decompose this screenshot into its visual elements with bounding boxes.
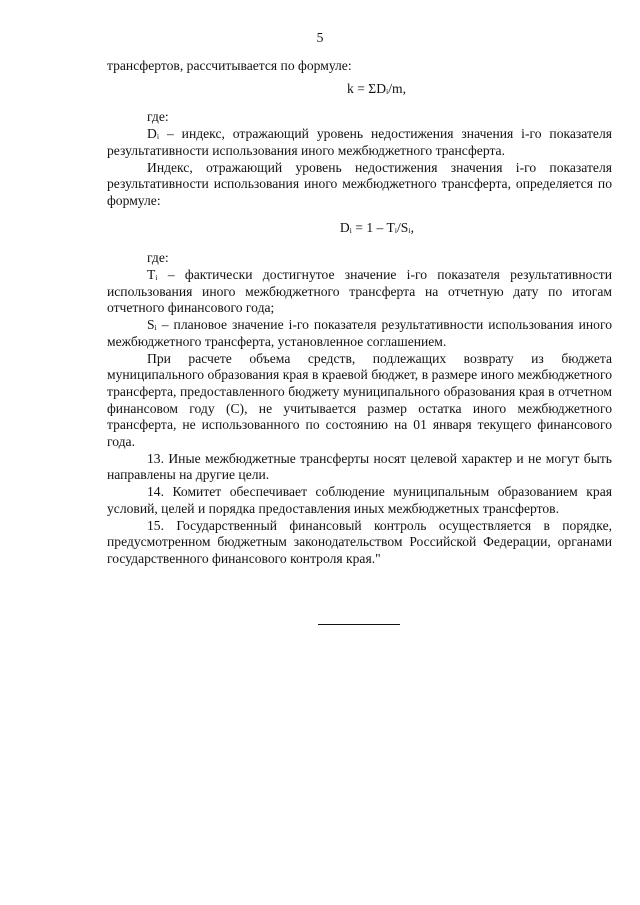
- clause-15: 15. Государственный финансовый контроль осуществляется в порядке, предусмотренном бюджетным законодательством Российской Федерации, органами государственного финансового контроля края.": [107, 517, 612, 566]
- definition-si: Sᵢ – плановое значение i-го показателя результативности использования иного межбюджетного трансферта, установленное соглашением.: [107, 317, 612, 349]
- formula-di: Dᵢ = 1 – Tᵢ/Sᵢ,: [339, 219, 414, 235]
- where-label: где:: [147, 109, 169, 125]
- where-label-2: где:: [147, 250, 169, 266]
- definition-di: Dᵢ – индекс, отражающий уровень недостижения значения i-го показателя результативности использования иного межбюджетного трансферта.: [107, 126, 612, 158]
- paragraph-refund: При расчете объема средств, подлежащих возврату из бюджета муниципального образования края в краевой бюджет, в размере иного межбюджетного трансферта, предоставленного бюджету муниципального образования края в отчетном финансовом году (C), не учитывается размер остатка иного межбюджетного трансферта, не использованного по состоянию на 01 января текущего финансового года.: [107, 350, 612, 450]
- formula-k: k = ΣDᵢ/m,: [347, 80, 406, 96]
- page-number: 5: [316, 30, 324, 45]
- definition-ti: Tᵢ – фактически достигнутое значение i-го показателя результативности использования иного межбюджетного трансферта на отчетную дату по итогам отчетного финансового года;: [107, 267, 612, 316]
- paragraph-index: Индекс, отражающий уровень недостижения значения i-го показателя результативности использования иного межбюджетного трансферта, определяется по формуле:: [107, 159, 612, 208]
- clause-14: 14. Комитет обеспечивает соблюдение муниципальным образованием края условий, целей и порядка предоставления иных межбюджетных трансфертов.: [107, 484, 612, 516]
- document-body: [107, 58, 612, 568]
- separator-line: [318, 624, 400, 625]
- clause-13: 13. Иные межбюджетные трансферты носят целевой характер и не могут быть направлены на другие цели.: [107, 450, 612, 483]
- paragraph-intro: трансфертов, рассчитывается по формуле:: [107, 58, 352, 73]
